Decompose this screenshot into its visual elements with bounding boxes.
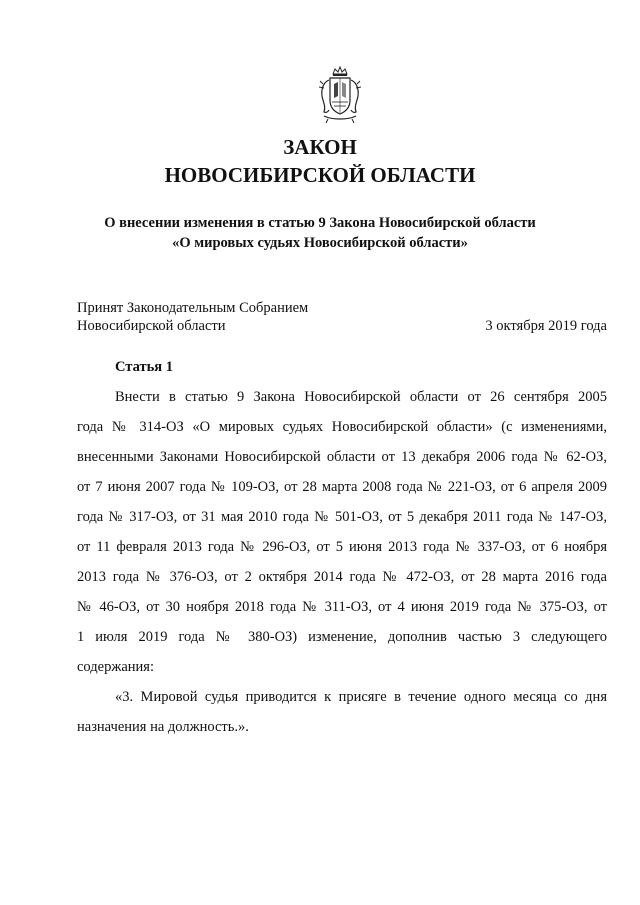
article-line: от 7 июня 2007 года № 109-ОЗ, от 28 марта 2008 года № 221-ОЗ, от 6 апреля 2009: [77, 479, 607, 495]
coat-of-arms-icon: [316, 66, 364, 124]
article-line: 1 июля 2019 года № 380-ОЗ) изменение, дополнив частью 3 следующего: [77, 629, 607, 645]
quote-line: назначения на должность.».: [77, 719, 249, 735]
law-subtitle-line1: О внесении изменения в статью 9 Закона Новосибирской области: [104, 215, 536, 231]
adoption-line2: Новосибирской области: [77, 318, 226, 334]
article-line: от 11 февраля 2013 года № 296-ОЗ, от 5 июня 2013 года № 337-ОЗ, от 6 ноября: [77, 539, 607, 555]
article-line: года № 314-ОЗ «О мировых судьях Новосибирской области» (с изменениями,: [77, 419, 607, 435]
adoption-date: 3 октября 2019 года: [485, 318, 607, 334]
law-title-line1: ЗАКОН: [283, 135, 357, 159]
law-title-line2: НОВОСИБИРСКОЙ ОБЛАСТИ: [164, 163, 476, 187]
article-line: содержания:: [77, 659, 155, 675]
article-line: № 46-ОЗ, от 30 ноября 2018 года № 311-ОЗ, от 4 июня 2019 года № 375-ОЗ, от: [77, 599, 607, 615]
article-line: года № 317-ОЗ, от 31 мая 2010 года № 501-ОЗ, от 5 декабря 2011 года № 147-ОЗ,: [77, 509, 607, 525]
law-subtitle-line2: «О мировых судьях Новосибирской области»: [172, 235, 468, 251]
article-line: внесенными Законами Новосибирской области от 13 декабря 2006 года № 62-ОЗ,: [77, 449, 607, 465]
article-line: 2013 года № 376-ОЗ, от 2 октября 2014 года № 472-ОЗ, от 28 марта 2016 года: [77, 569, 607, 585]
article-line: Внести в статью 9 Закона Новосибирской области от 26 сентября 2005: [115, 389, 607, 405]
quote-line: «3. Мировой судья приводится к присяге в течение одного месяца со дня: [115, 689, 607, 705]
adoption-line1: Принят Законодательным Собранием: [77, 300, 309, 316]
coat-of-arms-emblem: [316, 66, 364, 124]
adoption-block: [77, 299, 308, 335]
article-heading: Статья 1: [115, 359, 173, 375]
